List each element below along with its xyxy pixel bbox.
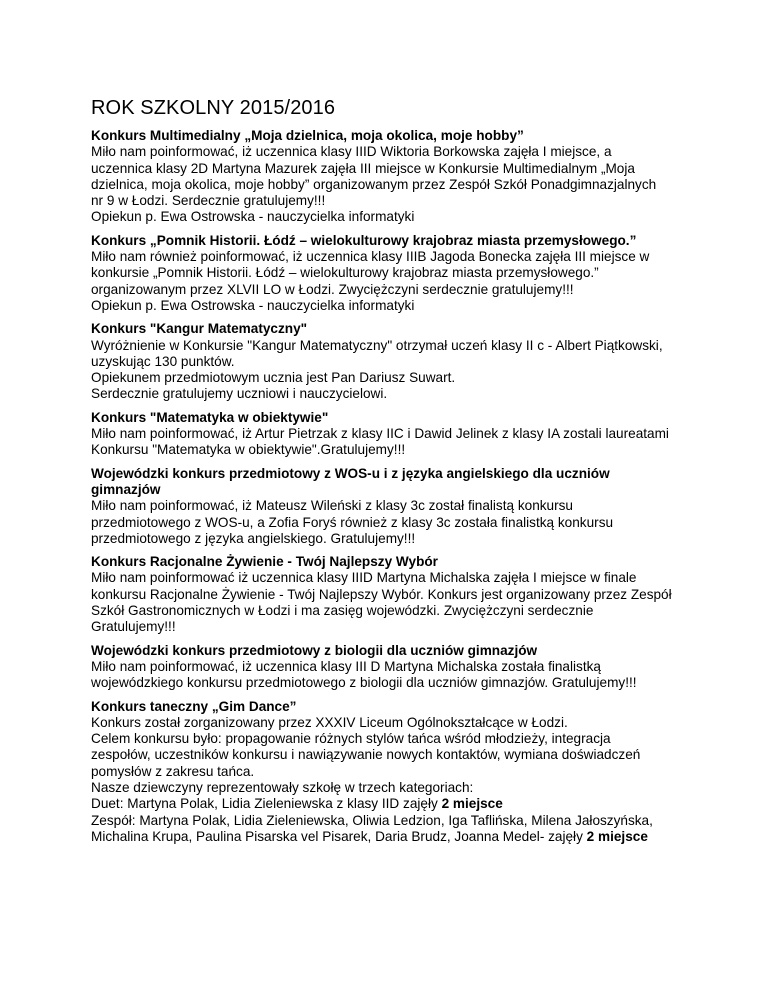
entry-paragraph: Celem konkursu było: propagowanie różnych stylów tańca wśród młodzieży, integracja zespołów, uczestników konkursu i nawiązywanie nowych kontaktów, wymiana doświadczeń pomysłów z zakresu tańca. <box>91 731 641 779</box>
entry-racjonalne-zywienie <box>91 554 672 635</box>
entry-paragraph: Opiekun p. Ewa Ostrowska - nauczycielka informatyki <box>91 297 415 313</box>
zespol-placement: 2 miejsce <box>586 828 648 844</box>
zespol-text: Zespół: Martyna Polak, Lidia Zieleniewska, Oliwia Ledzion, Iga Taflińska, Milena Jałoszyńska, Michalina Krupa, Paulina Pisarska vel Pisarek, Daria Brudz, Joanna Medel- zajęły <box>91 812 653 844</box>
entry-title: Konkurs "Kangur Matematyczny" <box>91 321 308 337</box>
entry-paragraph: Konkurs został zorganizowany przez XXXIV Liceum Ogólnokształcące w Łodzi. <box>91 714 568 730</box>
entry-gim-dance <box>91 699 672 846</box>
entry-title: Wojewódzki konkurs przedmiotowy z biologii dla uczniów gimnazjów <box>91 642 538 658</box>
entry-paragraph: Opiekun p. Ewa Ostrowska - nauczycielka informatyki <box>91 209 415 225</box>
entry-title: Konkurs "Matematyka w obiektywie" <box>91 409 329 425</box>
entry-kangur <box>91 321 672 402</box>
entry-wos-angielski <box>91 466 672 547</box>
entry-paragraph-zespol <box>91 813 672 846</box>
entry-multimedia <box>91 128 672 226</box>
entry-title: Konkurs Multimedialny „Moja dzielnica, moja okolica, moje hobby” <box>91 128 524 143</box>
entry-pomnik-historii <box>91 233 672 314</box>
duet-placement: 2 miejsce <box>441 796 503 812</box>
entry-paragraph: Miło nam poinformować iż uczennica klasy IIID Martyna Michalska zajęła I miejsce w finale konkursu Racjonalne Żywienie - Twój Najlepszy Wybór. Konkurs jest organizowany przez Zespół Szkół Gastronomicznych w Łodzi i ma zasięg wojewódzki. Zwyciężczyni serdecznie Gratulujemy!!! <box>91 570 672 635</box>
entry-title: Wojewódzki konkurs przedmiotowy z WOS-u i z języka angielskiego dla uczniów gimnazjów <box>91 465 610 497</box>
entry-paragraph: Miło nam poinformować, iż Artur Pietrzak z klasy IIC i Dawid Jelinek z klasy IA zostali laureatami Konkursu "Matematyka w obiektywie".Gratulujemy!!! <box>91 426 669 458</box>
entry-paragraph-duet <box>91 796 672 812</box>
entry-title: Konkurs „Pomnik Historii. Łódź – wielokulturowy krajobraz miasta przemysłowego.” <box>91 232 637 248</box>
entry-title: Konkurs Racjonalne Żywienie - Twój Najlepszy Wybór <box>91 554 438 570</box>
entry-biologia <box>91 643 672 692</box>
entry-paragraph: Miło nam również poinformować, iż uczennica klasy IIIB Jagoda Bonecka zajęła III miejsce w konkursie „Pomnik Historii. Łódź – wielokulturowy krajobraz miasta przemysłowego.” organizowanym przez XLVII LO w Łodzi. Zwyciężczyni serdecznie gratulujemy!!! <box>91 249 650 297</box>
entry-paragraph: Serdecznie gratulujemy uczniowi i nauczycielowi. <box>91 386 388 402</box>
entry-paragraph: Wyróżnienie w Konkursie "Kangur Matematyczny" otrzymał uczeń klasy II c - Albert Piątkowski, uzyskując 130 punktów. <box>91 337 663 369</box>
entry-paragraph: Opiekunem przedmiotowym ucznia jest Pan Dariusz Suwart. <box>91 370 456 386</box>
entry-paragraph: Miło nam poinformować, iż uczennica klasy III D Martyna Michalska została finalistką wojewódzkiego konkursu przedmiotowego z biologii dla uczniów gimnazjów. Gratulujemy!!! <box>91 658 637 691</box>
entry-matematyka-obiektyw <box>91 410 672 459</box>
document-title: ROK SZKOLNY 2015/2016 <box>91 97 336 119</box>
entry-paragraph: Miło nam poinformować, iż uczennica klasy IIID Wiktoria Borkowska zajęła I miejsce, a uczennica klasy 2D Martyna Mazurek zajęła III miejsce w Konkursie Multimedialnym „Moja dzielnica, moja okolica, moje hobby” organizowanym przez Zespół Szkół Ponadgimnazjalnych nr 9 w Łodzi. Serdecznie gratulujemy!!! <box>91 144 657 209</box>
entry-paragraph: Nasze dziewczyny reprezentowały szkołę w trzech kategoriach: <box>91 779 474 795</box>
entry-paragraph: Miło nam poinformować, iż Mateusz Wileński z klasy 3c został finalistą konkursu przedmiotowego z WOS-u, a Zofia Foryś również z klasy 3c została finalistką konkursu przedmiotowego z języka angielskiego. Gratulujemy!!! <box>91 498 614 546</box>
entry-title: Konkurs taneczny „Gim Dance” <box>91 698 297 714</box>
duet-text: Duet: Martyna Polak, Lidia Zieleniewska z klasy IID zajęły <box>91 796 442 812</box>
